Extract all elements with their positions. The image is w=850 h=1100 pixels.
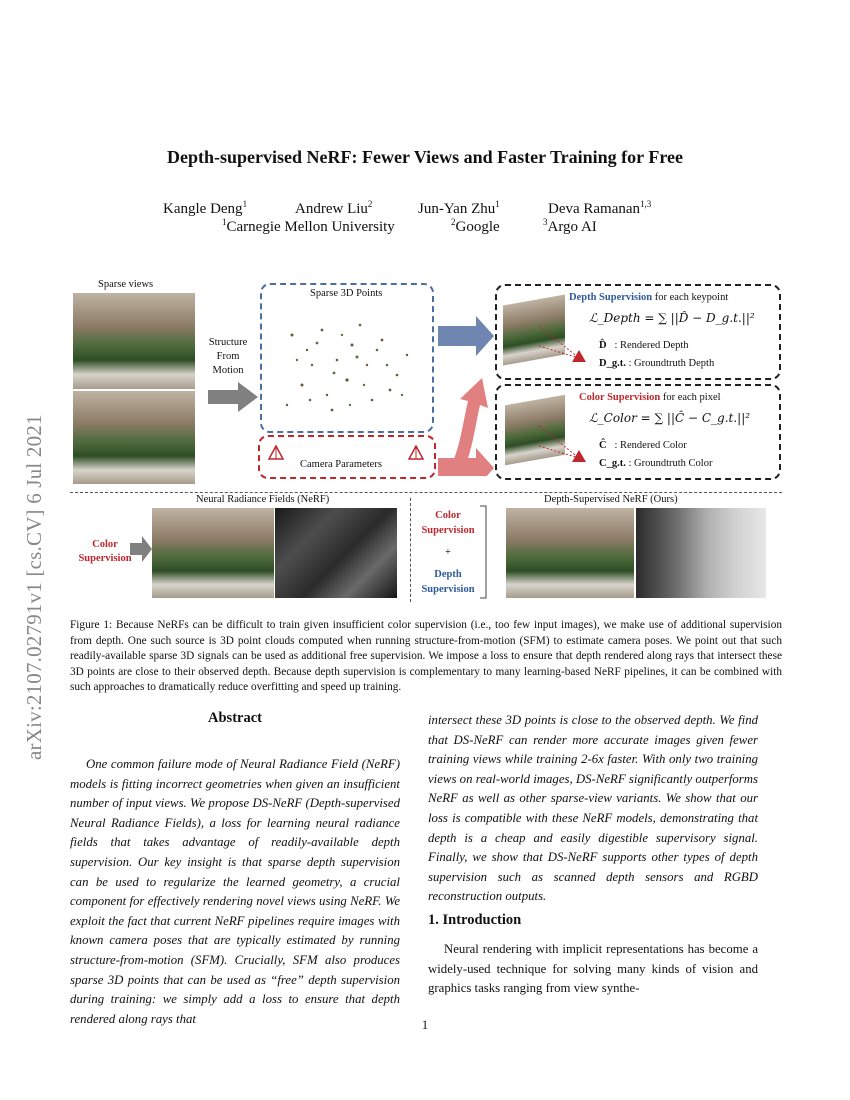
sparse-3d-points-label: Sparse 3D Points [310, 288, 383, 299]
sparse-views-label: Sparse views [98, 279, 154, 290]
figure-caption: Figure 1: Because NeRFs can be difficult to train given insufficient color supervision (i.e., too few input images), we make use of additional supervision from depth. One such source is 3D point clouds computed when running structure-from-motion (SFM) to estimate camera poses. We point out that such readily-available sparse 3D signals can be used as additional free supervision. We impose a loss to ensure that depth rendered along rays that intersect these 3D points are close to their observed depth. Because depth supervision is complementary to many learning-based NeRF pipelines, it can be combined with such approaches to dramatically reduce overfitting and speed up training. [70, 619, 782, 693]
paper-title: Depth-supervised NeRF: Fewer Views and Faster Training for Free [167, 147, 683, 167]
figure-divider [70, 492, 782, 493]
nerf-rgb-output [152, 508, 274, 598]
arxiv-identifier: arXiv:2107.02791v1 [cs.CV] 6 Jul 2021 [22, 414, 46, 760]
introduction-heading: 1. Introduction [428, 912, 522, 928]
affiliation-2: $^2$Google [451, 217, 500, 235]
nerf-depth-output [275, 508, 397, 598]
sparse-view-image-1 [73, 293, 195, 389]
depth-loss-formula: ℒ_Depth = ∑ ||D̂ − D_g.t.||² [589, 311, 755, 325]
color-loss-formula: ℒ_Color = ∑ ||Ĉ − C_g.t.||² [589, 411, 751, 425]
author-4: Deva Ramanan$^{1,3}$ [548, 199, 652, 217]
left-color-supervision-label: Color Supervision [78, 539, 132, 564]
abstract-heading: Abstract [208, 710, 262, 726]
affiliation-3: $^3$Argo AI [543, 217, 597, 235]
abstract-column-2: intersect these 3D points is close to the observed depth. We find that DS-NeRF can render more accurate images given fewer training views while training 2-6x faster. With only two training views on real-world images, DS-NeRF significantly outperforms NeRF as well as other sparse-view variants. We show that our loss is compatible with these NeRF models, demonstrating that depth is a cheap and easily digestible supervisory signal. Finally, we show that DS-NeRF supports other types of depth supervision such as scanned depth sensors and RGBD reconstruction outputs. [428, 713, 758, 904]
rendered-color-legend: Ĉ : Rendered Color [599, 440, 687, 451]
nerf-label: Neural Radiance Fields (NeRF) [196, 494, 330, 505]
page-number: 1 [421, 1018, 429, 1032]
camera-left-icon [268, 445, 284, 461]
rendered-depth-legend: D̂ : Rendered Depth [599, 340, 689, 351]
dsnerf-depth-output [636, 508, 766, 598]
supervision-brace [478, 504, 492, 600]
camera-parameters-box [258, 435, 436, 479]
author-1: Kangle Deng$^1$ [163, 199, 248, 217]
depth-rays [537, 316, 587, 366]
depth-supervision-box [495, 284, 781, 380]
color-supervision-heading: Color Supervision for each pixel [579, 392, 721, 403]
sparse-3d-points-box [260, 283, 434, 433]
introduction-text: Neural rendering with implicit representations has become a widely-used technique for solving many kinds of vision and graphics tasks ranging from view synthe- [428, 942, 758, 996]
affiliation-list [0, 219, 850, 239]
color-rays [537, 416, 587, 466]
groundtruth-depth-legend: D_g.t. : Groundtruth Depth [599, 358, 715, 369]
sfm-arrow [208, 382, 260, 412]
camera-parameters-label: Camera Parameters [300, 459, 382, 470]
abstract-column-1: One common failure mode of Neural Radiance Field (NeRF) models is fitting incorrect geometries when given an insufficient number of input views. We propose DS-NeRF (Depth-supervised Neural Radiance Fields), a loss for learning neural radiance fields that takes advantage of readily-available depth supervision. Our key insight is that sparse depth supervision can be used to regularize the learned geometry, a crucial component for effectively rendering novel views using NeRF. We exploit the fact that current NeRF pipelines require images with known camera poses that are typically estimated by running structure-from-motion (SFM). Crucially, SFM also produces sparse 3D points that can be used as “free” depth supervision during training: we simply add a loss to ensure that depth rendered along rays that [70, 757, 400, 1026]
sfm-label: Structure From Motion [208, 337, 248, 376]
color-supervision-box [495, 384, 781, 480]
supervision-arrows [438, 316, 498, 476]
groundtruth-color-legend: C_g.t. : Groundtruth Color [599, 458, 713, 469]
nerf-input-arrow [130, 536, 154, 562]
combined-supervision-label: Color Supervision + Depth Supervision [421, 510, 475, 595]
affiliation-1: $^1$Carnegie Mellon University [222, 217, 395, 235]
dsnerf-rgb-output [506, 508, 634, 598]
sparse-view-image-2 [73, 391, 195, 484]
figure-1 [70, 276, 782, 606]
author-3: Jun-Yan Zhu$^1$ [418, 199, 500, 217]
depth-supervision-heading: Depth Supervision for each keypoint [569, 292, 729, 303]
point-cloud [272, 305, 422, 425]
dsnerf-label: Depth-Supervised NeRF (Ours) [544, 494, 678, 505]
camera-right-icon [408, 445, 424, 461]
author-2: Andrew Liu$^2$ [295, 199, 373, 217]
figure-vertical-divider [410, 498, 411, 602]
